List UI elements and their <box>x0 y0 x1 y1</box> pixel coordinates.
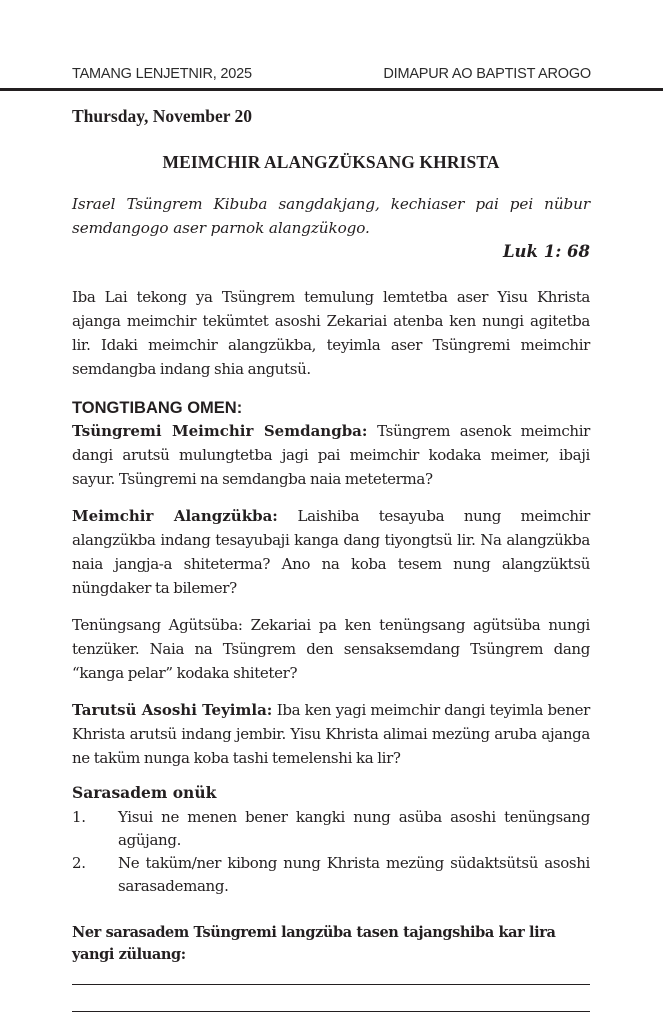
point-text: Tsüngrem asenok meimchir dangi arutsü mulungtetba jagi pai meimchir kodaka meimer, ibaji sayur. Tsüngremi na semdangba naia meteterma? <box>72 422 590 488</box>
verse-reference: Luk 1: 68 <box>502 242 590 261</box>
point-paragraph <box>72 419 590 491</box>
page-date: Thursday, November 20 <box>72 106 253 126</box>
page-content <box>72 104 590 1012</box>
list-item <box>72 806 590 852</box>
prayer-prompt: Ner sarasadem Tsüngremi langzüba tasen tajangshiba kar lira yangi züluang: <box>72 924 556 963</box>
header-left: TAMANG LENJETNIR, 2025 <box>72 66 252 82</box>
point-lead: Tarutsü Asoshi Teyimla: <box>72 701 273 719</box>
list-number: 1. <box>72 808 86 826</box>
writing-line[interactable] <box>72 1011 590 1012</box>
running-header <box>72 66 591 82</box>
point-lead: Meimchir Alangzükba: <box>72 507 278 525</box>
intro-paragraph: Iba Lai tekong ya Tsüngrem temulung lemtetba aser Yisu Khrista ajanga meimchir tekümtet asoshi Zekariai atenba ken nungi agitetba lir. Idaki meimchir alangzükba, teyimla aser Tsüngremi meimchir semdangba indang shia angutsü. <box>72 288 590 378</box>
list-number: 2. <box>72 854 86 872</box>
application-heading: Sarasadem onük <box>72 783 217 802</box>
point-lead: Tsüngremi Meimchir Semdangba: <box>72 422 368 440</box>
point-paragraph <box>72 613 590 685</box>
header-rule <box>0 88 663 91</box>
list-item <box>72 852 590 898</box>
section-heading: TONGTIBANG OMEN: <box>72 399 243 417</box>
point-text: Iba ken yagi meimchir dangi teyimla bener Khrista arutsü indang jembir. Yisu Khrista alimai mezüng aruba ajanga ne taküm nunga koba tashi temelenshi ka lir? <box>72 701 590 767</box>
list-text: Ne taküm/ner kibong nung Khrista mezüng südaktsütsü asoshi sarasademang. <box>118 854 590 895</box>
point-paragraph <box>72 504 590 600</box>
point-text: Tenüngsang Agütsüba: Zekariai pa ken tenüngsang agütsüba nungi tenzüker. Naia na Tsüngrem den sensaksemdang Tsüngrem dang “kanga pelar” kodaka shiteter? <box>72 616 590 682</box>
point-paragraph <box>72 698 590 770</box>
page-title: MEIMCHIR ALANGZÜKSANG KHRISTA <box>162 152 500 172</box>
list-text: Yisui ne menen bener kangki nung asüba asoshi tenüngsang agüjang. <box>118 808 590 849</box>
header-right: DIMAPUR AO BAPTIST AROGO <box>383 66 591 82</box>
application-list <box>72 806 590 898</box>
verse-text: Israel Tsüngrem Kibuba sangdakjang, kechiaser pai pei nübur semdangogo aser parnok alangzükogo. <box>72 195 590 237</box>
writing-line[interactable] <box>72 984 590 985</box>
point-text: Laishiba tesayuba nung meimchir alangzükba indang tesayubaji kanga dang tiyongtsü lir. Na alangzükba naia jangja-a shiteterma? Ano na koba tesem nung alangzüktsü nüngdaker ta bilemer? <box>72 507 590 597</box>
